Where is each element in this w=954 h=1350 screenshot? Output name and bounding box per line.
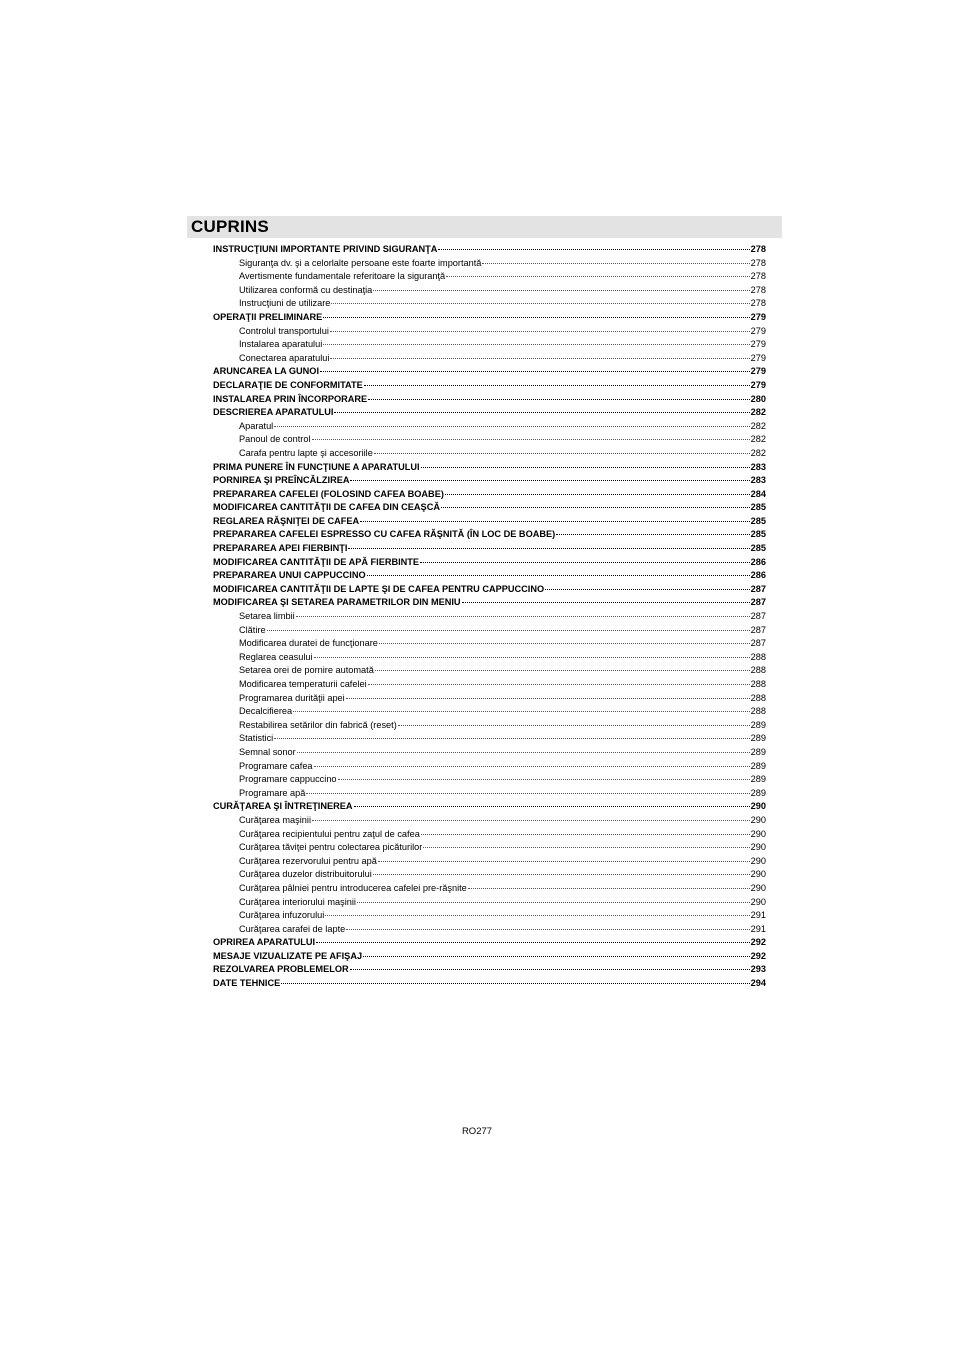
toc-heading-bar	[187, 216, 782, 238]
toc-entry-label: Instalarea aparatului	[239, 339, 323, 350]
table-of-contents	[213, 243, 766, 991]
dot-leader	[364, 385, 750, 386]
toc-entry-label: Curăţarea rezervorului pentru apă	[239, 855, 377, 866]
toc-entry-label: MESAJE VIZUALIZATE PE AFIŞAJ	[213, 950, 363, 961]
dot-leader	[438, 249, 749, 250]
toc-entry-section[interactable]	[213, 528, 766, 542]
toc-title: CUPRINS	[191, 217, 269, 236]
dot-leader	[297, 752, 750, 753]
toc-entry-label: PORNIREA ŞI PREÎNCĂLZIREA	[213, 475, 350, 486]
toc-entry-page-number: 290	[750, 869, 766, 880]
dot-leader	[363, 956, 750, 957]
toc-entry-section[interactable]	[213, 583, 766, 597]
toc-entry-label: MODIFICAREA CANTITĂŢII DE APĂ FIERBINTE	[213, 556, 420, 567]
toc-entry-subsection[interactable]	[213, 447, 766, 461]
toc-entry-subsection[interactable]	[213, 678, 766, 692]
toc-entry-page-number: 290	[750, 855, 766, 866]
toc-entry-page-number: 289	[750, 746, 766, 757]
toc-entry-label: REGLAREA RĂŞNIŢEI DE CAFEA	[213, 515, 360, 526]
toc-entry-label: DATE TEHNICE	[213, 978, 281, 989]
toc-entry-page-number: 289	[750, 719, 766, 730]
toc-entry-page-number: 287	[750, 638, 766, 649]
toc-entry-page-number: 287	[750, 583, 766, 594]
toc-entry-page-number: 287	[750, 597, 766, 608]
dot-leader	[350, 480, 749, 481]
toc-entry-label: Curăţarea duzelor distribuitorului	[239, 869, 372, 880]
toc-entry-subsection[interactable]	[213, 284, 766, 298]
toc-entry-label: Instrucţiuni de utilizare	[239, 298, 331, 309]
toc-entry-label: Decalcifierea	[239, 706, 293, 717]
dot-leader	[274, 738, 749, 739]
toc-entry-label: REZOLVAREA PROBLEMELOR	[213, 964, 349, 975]
toc-entry-page-number: 290	[750, 882, 766, 893]
toc-entry-subsection[interactable]	[213, 814, 766, 828]
toc-entry-subsection[interactable]	[213, 760, 766, 774]
dot-leader	[348, 548, 749, 549]
toc-entry-page-number: 288	[750, 679, 766, 689]
toc-entry-label: Avertismente fundamentale referitoare la siguranţă	[239, 271, 446, 282]
toc-entry-page-number: 278	[750, 257, 766, 268]
dot-leader	[441, 507, 750, 508]
toc-entry-section[interactable]	[213, 365, 766, 379]
toc-entry-subsection[interactable]	[213, 338, 766, 352]
toc-entry-page-number: 291	[750, 910, 766, 921]
toc-entry-page-number: 289	[750, 733, 766, 744]
toc-entry-page-number: 293	[750, 964, 766, 975]
dot-leader	[330, 331, 750, 332]
toc-entry-section[interactable]	[213, 800, 766, 814]
toc-entry-subsection[interactable]	[213, 868, 766, 882]
toc-entry-page-number: 292	[750, 950, 766, 961]
toc-entry-label: Controlul transportului	[239, 325, 329, 336]
toc-entry-label: Panoul de control	[239, 434, 311, 445]
toc-entry-page-number: 278	[750, 298, 766, 309]
toc-entry-subsection[interactable]	[213, 420, 766, 434]
toc-entry-page-number: 286	[750, 570, 766, 581]
dot-leader	[320, 371, 750, 372]
dot-leader	[346, 698, 750, 699]
dot-leader	[421, 467, 750, 468]
toc-entry-subsection[interactable]	[213, 855, 766, 869]
toc-entry-subsection[interactable]	[213, 746, 766, 760]
dot-leader	[360, 521, 750, 522]
toc-entry-section[interactable]	[213, 311, 766, 325]
toc-entry-subsection[interactable]	[213, 882, 766, 896]
toc-entry-page-number: 278	[750, 284, 766, 295]
dot-leader	[338, 779, 750, 780]
toc-entry-subsection[interactable]	[213, 692, 766, 706]
toc-entry-label: Programare apă	[239, 787, 306, 798]
toc-entry-page-number: 290	[750, 896, 766, 907]
toc-entry-label: Programarea durităţii apei	[239, 692, 345, 703]
toc-entry-subsection[interactable]	[213, 610, 766, 624]
dot-leader	[274, 426, 749, 427]
toc-entry-page-number: 287	[750, 624, 766, 635]
toc-entry-subsection[interactable]	[213, 787, 766, 801]
toc-entry-label: ARUNCAREA LA GUNOI	[213, 366, 319, 377]
toc-entry-label: MODIFICAREA CANTITĂŢII DE LAPTE ŞI DE CAFEA PENTRU CAPPUCCINO	[213, 583, 545, 594]
toc-entry-label: MODIFICAREA CANTITĂŢII DE CAFEA DIN CEAŞCĂ	[213, 502, 440, 513]
toc-entry-label: Curăţarea carafei de lapte	[239, 923, 346, 934]
toc-entry-section[interactable]	[213, 501, 766, 515]
dot-leader	[421, 834, 750, 835]
toc-entry-label: PREPARAREA APEI FIERBINŢI	[213, 543, 348, 554]
toc-entry-label: INSTALAREA PRIN ÎNCORPORARE	[213, 393, 368, 404]
toc-entry-subsection[interactable]	[213, 896, 766, 910]
toc-entry-label: Clătire	[239, 624, 266, 635]
toc-entry-label: Modificarea temperaturii cafelei	[239, 679, 367, 689]
dot-leader	[323, 317, 749, 318]
toc-entry-page-number: 287	[750, 611, 766, 622]
toc-entry-page-number: 279	[750, 339, 766, 350]
toc-entry-page-number: 282	[750, 434, 766, 445]
dot-leader	[316, 942, 750, 943]
toc-entry-label: INSTRUCŢIUNI IMPORTANTE PRIVIND SIGURANŢA	[213, 244, 438, 254]
toc-entry-label: MODIFICAREA ŞI SETAREA PARAMETRILOR DIN MENIU	[213, 597, 461, 608]
toc-entry-page-number: 286	[750, 556, 766, 567]
toc-entry-page-number: 285	[750, 529, 766, 540]
toc-entry-label: Curăţarea interiorului maşinii	[239, 896, 356, 907]
toc-entry-page-number: 284	[750, 488, 766, 499]
dot-leader	[556, 534, 749, 535]
dot-leader	[398, 725, 750, 726]
dot-leader	[314, 657, 750, 658]
toc-entry-page-number: 288	[750, 692, 766, 703]
dot-leader	[379, 643, 750, 644]
dot-leader	[325, 915, 749, 916]
toc-entry-label: Restabilirea setărilor din fabrică (reset)	[239, 719, 397, 730]
toc-entry-subsection[interactable]	[213, 270, 766, 284]
toc-entry-page-number: 279	[750, 325, 766, 336]
dot-leader	[545, 589, 750, 590]
toc-entry-section[interactable]	[213, 461, 766, 475]
dot-leader	[334, 412, 749, 413]
dot-leader	[330, 358, 749, 359]
toc-entry-page-number: 289	[750, 787, 766, 798]
toc-entry-section[interactable]	[213, 393, 766, 407]
toc-entry-subsection[interactable]	[213, 624, 766, 638]
toc-entry-label: Modificarea duratei de funcţionare	[239, 638, 378, 649]
dot-leader	[293, 711, 750, 712]
toc-entry-page-number: 279	[750, 366, 766, 377]
toc-entry-page-number: 278	[750, 271, 766, 282]
toc-entry-label: OPRIREA APARATULUI	[213, 937, 316, 948]
toc-entry-page-number: 285	[750, 543, 766, 554]
dot-leader	[445, 494, 750, 495]
toc-entry-section[interactable]	[213, 379, 766, 393]
toc-entry-subsection[interactable]	[213, 773, 766, 787]
toc-entry-section[interactable]	[213, 977, 766, 991]
toc-entry-label: PREPARAREA CAFELEI (FOLOSIND CAFEA BOABE)	[213, 488, 444, 499]
toc-entry-subsection[interactable]	[213, 433, 766, 447]
toc-entry-section[interactable]	[213, 950, 766, 964]
dot-leader	[346, 929, 749, 930]
toc-entry-label: Programare cappuccino	[239, 774, 337, 785]
dot-leader	[267, 630, 750, 631]
toc-entry-subsection[interactable]	[213, 651, 766, 665]
dot-leader	[482, 263, 749, 264]
toc-entry-label: Curăţarea tăviţei pentru colectarea picăturilor	[239, 842, 423, 853]
toc-entry-page-number: 280	[750, 393, 766, 404]
toc-entry-label: Conectarea aparatului	[239, 352, 330, 363]
toc-entry-subsection[interactable]	[213, 828, 766, 842]
toc-entry-page-number: 285	[750, 502, 766, 513]
dot-leader	[468, 888, 750, 889]
toc-entry-subsection[interactable]	[213, 719, 766, 733]
toc-entry-page-number: 279	[750, 311, 766, 322]
toc-entry-page-number: 289	[750, 774, 766, 785]
dot-leader	[312, 820, 750, 821]
dot-leader	[368, 684, 750, 685]
toc-entry-subsection[interactable]	[213, 637, 766, 651]
toc-entry-label: Reglarea ceasului	[239, 651, 313, 662]
toc-entry-subsection[interactable]	[213, 841, 766, 855]
toc-entry-section[interactable]	[213, 488, 766, 502]
toc-entry-subsection[interactable]	[213, 352, 766, 366]
toc-entry-section[interactable]	[213, 542, 766, 556]
toc-entry-label: DECLARAŢIE DE CONFORMITATE	[213, 379, 363, 390]
dot-leader	[367, 575, 750, 576]
page-number-footer: RO277	[461, 1126, 493, 1137]
toc-entry-section[interactable]	[213, 963, 766, 977]
toc-entry-page-number: 290	[750, 828, 766, 839]
toc-entry-page-number: 289	[750, 760, 766, 771]
toc-entry-label: Programare cafea	[239, 760, 313, 771]
dot-leader	[350, 969, 750, 970]
toc-entry-page-number: 288	[750, 665, 766, 676]
toc-entry-page-number: 288	[750, 651, 766, 662]
toc-entry-page-number: 290	[750, 814, 766, 825]
toc-entry-section[interactable]	[213, 569, 766, 583]
toc-entry-section[interactable]	[213, 596, 766, 610]
toc-entry-label: PREPARAREA CAFELEI ESPRESSO CU CAFEA RĂŞNITĂ (ÎN LOC DE BOABE)	[213, 529, 556, 540]
toc-entry-page-number: 279	[750, 379, 766, 390]
dot-leader	[357, 902, 750, 903]
toc-entry-label: Setarea orei de pornire automată	[239, 665, 374, 676]
toc-entry-label: Utilizarea conformă cu destinaţia	[239, 284, 373, 295]
toc-entry-page-number: 288	[750, 706, 766, 717]
toc-entry-subsection[interactable]	[213, 297, 766, 311]
toc-entry-label: Siguranţa dv. şi a celorlalte persoane este foarte importantă	[239, 257, 482, 268]
toc-entry-page-number: 290	[750, 801, 766, 812]
toc-entry-section[interactable]	[213, 936, 766, 950]
dot-leader	[420, 562, 750, 563]
toc-entry-section[interactable]	[213, 556, 766, 570]
toc-entry-page-number: 278	[750, 244, 766, 254]
dot-leader	[375, 670, 750, 671]
dot-leader	[296, 616, 750, 617]
dot-leader	[374, 453, 750, 454]
toc-entry-label: PRIMA PUNERE ÎN FUNCŢIUNE A APARATULUI	[213, 461, 420, 472]
dot-leader	[312, 439, 750, 440]
dot-leader	[378, 861, 750, 862]
toc-entry-label: Semnal sonor	[239, 746, 296, 757]
toc-entry-subsection[interactable]	[213, 257, 766, 271]
toc-entry-label: Curăţarea maşinii	[239, 814, 311, 825]
toc-entry-subsection[interactable]	[213, 664, 766, 678]
dot-leader	[446, 276, 750, 277]
dot-leader	[373, 290, 749, 291]
toc-entry-label: CURĂŢAREA ŞI ÎNTREŢINEREA	[213, 801, 353, 812]
toc-entry-page-number: 294	[750, 978, 766, 989]
toc-entry-label: Setarea limbii	[239, 611, 295, 622]
toc-entry-page-number: 279	[750, 352, 766, 363]
toc-entry-subsection[interactable]	[213, 732, 766, 746]
toc-entry-page-number: 282	[750, 420, 766, 431]
toc-entry-label: Curăţarea recipientului pentru zaţul de cafea	[239, 828, 420, 839]
dot-leader	[306, 793, 749, 794]
toc-entry-page-number: 282	[750, 447, 766, 458]
toc-entry-label: Carafa pentru lapte şi accesoriile	[239, 447, 373, 458]
toc-entry-section[interactable]	[213, 243, 766, 257]
dot-leader	[462, 602, 750, 603]
toc-entry-label: Statistici	[239, 733, 274, 744]
toc-entry-label: DESCRIEREA APARATULUI	[213, 407, 334, 418]
dot-leader	[281, 983, 749, 984]
toc-entry-subsection[interactable]	[213, 325, 766, 339]
toc-entry-label: OPERAŢII PRELIMINARE	[213, 311, 323, 322]
toc-entry-label: Curăţarea pâlniei pentru introducerea cafelei pre-răşnite	[239, 882, 467, 893]
toc-entry-label: Aparatul	[239, 420, 274, 431]
dot-leader	[323, 344, 749, 345]
dot-leader	[373, 874, 750, 875]
toc-entry-page-number: 285	[750, 515, 766, 526]
dot-leader	[354, 806, 750, 807]
toc-entry-label: PREPARAREA UNUI CAPPUCCINO	[213, 570, 366, 581]
toc-entry-section[interactable]	[213, 474, 766, 488]
toc-entry-section[interactable]	[213, 406, 766, 420]
dot-leader	[423, 847, 749, 848]
toc-entry-page-number: 282	[750, 407, 766, 418]
toc-entry-page-number: 290	[750, 842, 766, 853]
toc-entry-page-number: 283	[750, 475, 766, 486]
toc-entry-page-number: 283	[750, 461, 766, 472]
dot-leader	[314, 766, 750, 767]
toc-entry-subsection[interactable]	[213, 923, 766, 937]
toc-entry-subsection[interactable]	[213, 909, 766, 923]
toc-entry-page-number: 291	[750, 923, 766, 934]
toc-entry-section[interactable]	[213, 515, 766, 529]
toc-entry-page-number: 292	[750, 937, 766, 948]
dot-leader	[368, 399, 750, 400]
toc-entry-label: Curăţarea infuzorului	[239, 910, 325, 921]
toc-entry-subsection[interactable]	[213, 705, 766, 719]
dot-leader	[331, 303, 749, 304]
